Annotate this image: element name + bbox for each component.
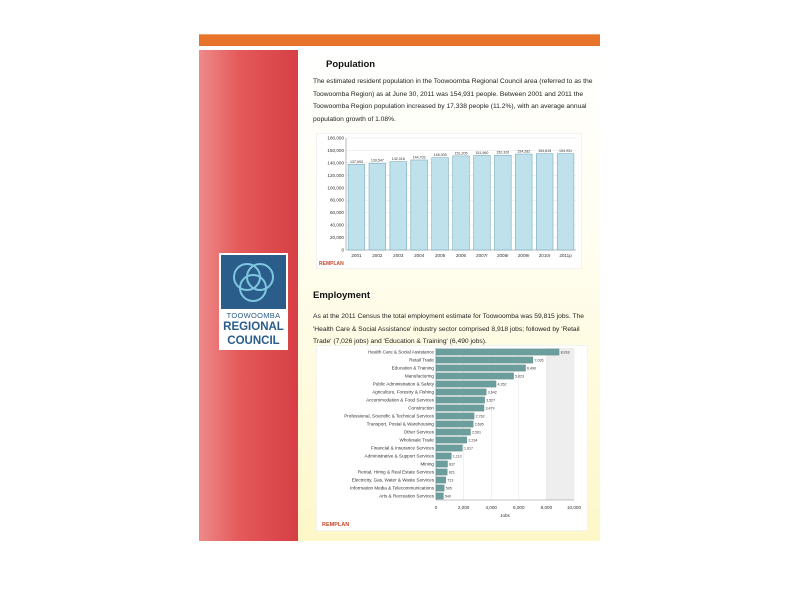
data-label: 154,815 (538, 149, 552, 154)
employment-bar (436, 397, 485, 403)
category-label: Professional, Scientific & Technical Services (344, 413, 434, 419)
x-axis-title: Jobs (500, 513, 510, 518)
population-bar (453, 156, 470, 250)
x-tick-label: 2,000 (457, 505, 470, 510)
x-tick-label: 2011p (559, 253, 572, 258)
data-label: 837 (449, 462, 456, 467)
category-label: Retail Trade (409, 357, 434, 363)
category-label: Accommodation & Food Services (366, 397, 434, 403)
logo-line-3: COUNCIL (227, 335, 280, 347)
x-tick-label: 0 (434, 505, 438, 510)
y-tick-label: 20,000 (329, 235, 344, 241)
category-label: Transport, Postal & Warehousing (366, 421, 434, 427)
category-label: Manufacturing (404, 373, 434, 379)
employment-bar (436, 477, 446, 483)
category-label: Education & Training (391, 365, 434, 371)
employment-bar (436, 373, 514, 379)
y-tick-label: 60,000 (329, 210, 344, 216)
x-tick-label: 2003 (393, 253, 404, 258)
employment-chart (316, 345, 588, 531)
x-tick-label: 2005 (434, 253, 446, 258)
x-tick-label: 2004 (414, 253, 425, 258)
data-label: 137,593 (349, 159, 363, 164)
source-label: REMPLAN (319, 261, 344, 267)
category-label: Electricity, Gas, Water & Waste Services (351, 477, 434, 483)
logo-mark-icon (221, 255, 286, 309)
category-label: Wholesale Trade (399, 437, 434, 443)
data-label: 2,234 (468, 438, 478, 443)
council-logo (219, 253, 288, 350)
data-label: 151,960 (475, 150, 489, 155)
category-label: Other Services (403, 429, 434, 435)
employment-bar (436, 405, 484, 411)
population-bar (474, 155, 491, 250)
category-label: Arts & Recreation Services (379, 493, 434, 499)
population-bar (432, 158, 449, 250)
data-label: 595 (445, 486, 452, 491)
employment-bar (436, 469, 447, 475)
category-label: Information Media & Telecommunications (350, 485, 434, 491)
x-tick-label: 2007r (476, 253, 488, 258)
data-label: 154,282 (517, 149, 531, 154)
population-bar (411, 160, 428, 250)
y-tick-label: 150,000 (327, 147, 344, 153)
employment-bar (436, 461, 448, 467)
x-tick-label: 2001 (351, 253, 362, 258)
x-tick-label: 6,000 (513, 505, 525, 510)
employment-bar (436, 429, 471, 435)
employment-heading: Employment (313, 290, 371, 301)
data-label: 5,623 (515, 374, 525, 379)
data-label: 3,479 (485, 406, 495, 411)
data-label: 713 (447, 478, 454, 483)
data-label: 152,326 (496, 150, 510, 155)
employment-bar (436, 453, 451, 459)
y-tick-label: 180,000 (327, 135, 344, 141)
x-tick-label: 2009r (517, 253, 530, 258)
x-tick-label: 2010r (538, 253, 551, 258)
category-label: Public Administration & Safety (372, 381, 434, 387)
data-label: 1,113 (452, 454, 462, 459)
population-bar (369, 163, 386, 250)
data-label: 3,527 (486, 398, 496, 403)
employment-bar (436, 445, 462, 451)
x-tick-label: 4,000 (485, 505, 497, 510)
data-label: 2,695 (474, 422, 484, 427)
y-tick-label: 140,000 (327, 160, 344, 166)
employment-bar (436, 389, 486, 395)
employment-paragraph: As at the 2011 Census the total employment estimate for Toowoomba was 59,815 jobs. The 'Health Care & Social Assistance' industry sector comprised 8,918 jobs; followed by 'Retail Trade' (7,026 jobs) and 'Education & Training' (6,490 jobs). (313, 313, 584, 345)
employment-bar (436, 437, 467, 443)
x-tick-label: 2002 (372, 253, 383, 258)
category-label: Rental, Hiring & Real Estate Services (357, 469, 434, 475)
data-label: 139,547 (370, 158, 384, 163)
data-label: 4,352 (497, 382, 507, 387)
data-label: 7,026 (534, 358, 544, 363)
y-tick-label: 0 (341, 247, 344, 253)
data-label: 1,917 (463, 446, 473, 451)
data-label: 148,305 (433, 153, 447, 158)
category-label: Agriculture, Forestry & Fishing (372, 389, 434, 395)
population-heading: Population (326, 59, 376, 70)
logo-line-1: TOOWOOMBA (226, 311, 281, 320)
y-tick-label: 80,000 (329, 197, 344, 203)
population-bar (557, 154, 574, 250)
data-label: 151,205 (454, 151, 468, 156)
data-label: 144,702 (412, 155, 426, 160)
x-tick-label: 2008r (496, 253, 509, 258)
data-label: 2,501 (472, 430, 482, 435)
data-label: 3,642 (487, 390, 497, 395)
data-label: 6,490 (527, 366, 537, 371)
data-label: 8,918 (560, 350, 570, 355)
employment-bar (436, 413, 474, 419)
category-label: Construction (408, 405, 434, 411)
category-label: Health Care & Social Assistance (368, 349, 434, 355)
x-tick-label: 2006 (455, 253, 467, 258)
data-label: 2,762 (475, 414, 485, 419)
population-bar (390, 162, 407, 250)
logo-line-2: REGIONAL (223, 321, 284, 333)
population-bar (515, 154, 532, 250)
source-label: REMPLAN (322, 522, 350, 528)
y-tick-label: 120,000 (327, 172, 344, 178)
population-paragraph: The estimated resident population in the Toowoomba Regional Council area (referred to as the Toowoomba Region) as at June 30, 2011 was 154,931 people. Between 2001 and 2011 the Toowoomba Region population increased by 17,338 people (11.2%), with an average annual population growth of 1.08%. (313, 78, 593, 123)
y-tick-label: 40,000 (329, 222, 344, 228)
header-accent-bar (199, 34, 600, 46)
x-tick-label: 10,000 (566, 505, 582, 510)
category-label: Mining (420, 461, 434, 467)
employment-bar (436, 421, 473, 427)
data-label: 821 (448, 470, 455, 475)
employment-bar (436, 485, 444, 491)
employment-bar (436, 365, 526, 371)
data-label: 540 (444, 494, 451, 499)
category-label: Administrative & Support Services (364, 453, 434, 459)
employment-bar (436, 349, 559, 355)
data-label: 154,931 (559, 149, 573, 154)
x-tick-label: 8,000 (540, 505, 553, 510)
population-bar (494, 155, 511, 250)
data-label: 142,018 (391, 157, 405, 162)
category-label: Financial & Insurance Services (370, 445, 434, 451)
population-chart (316, 133, 582, 269)
employment-bar (436, 357, 533, 363)
employment-bar (436, 493, 443, 499)
y-tick-label: 100,000 (327, 185, 344, 191)
population-bar (348, 164, 365, 250)
plot-band (546, 348, 574, 500)
employment-bar (436, 381, 496, 387)
population-bar (536, 154, 553, 250)
